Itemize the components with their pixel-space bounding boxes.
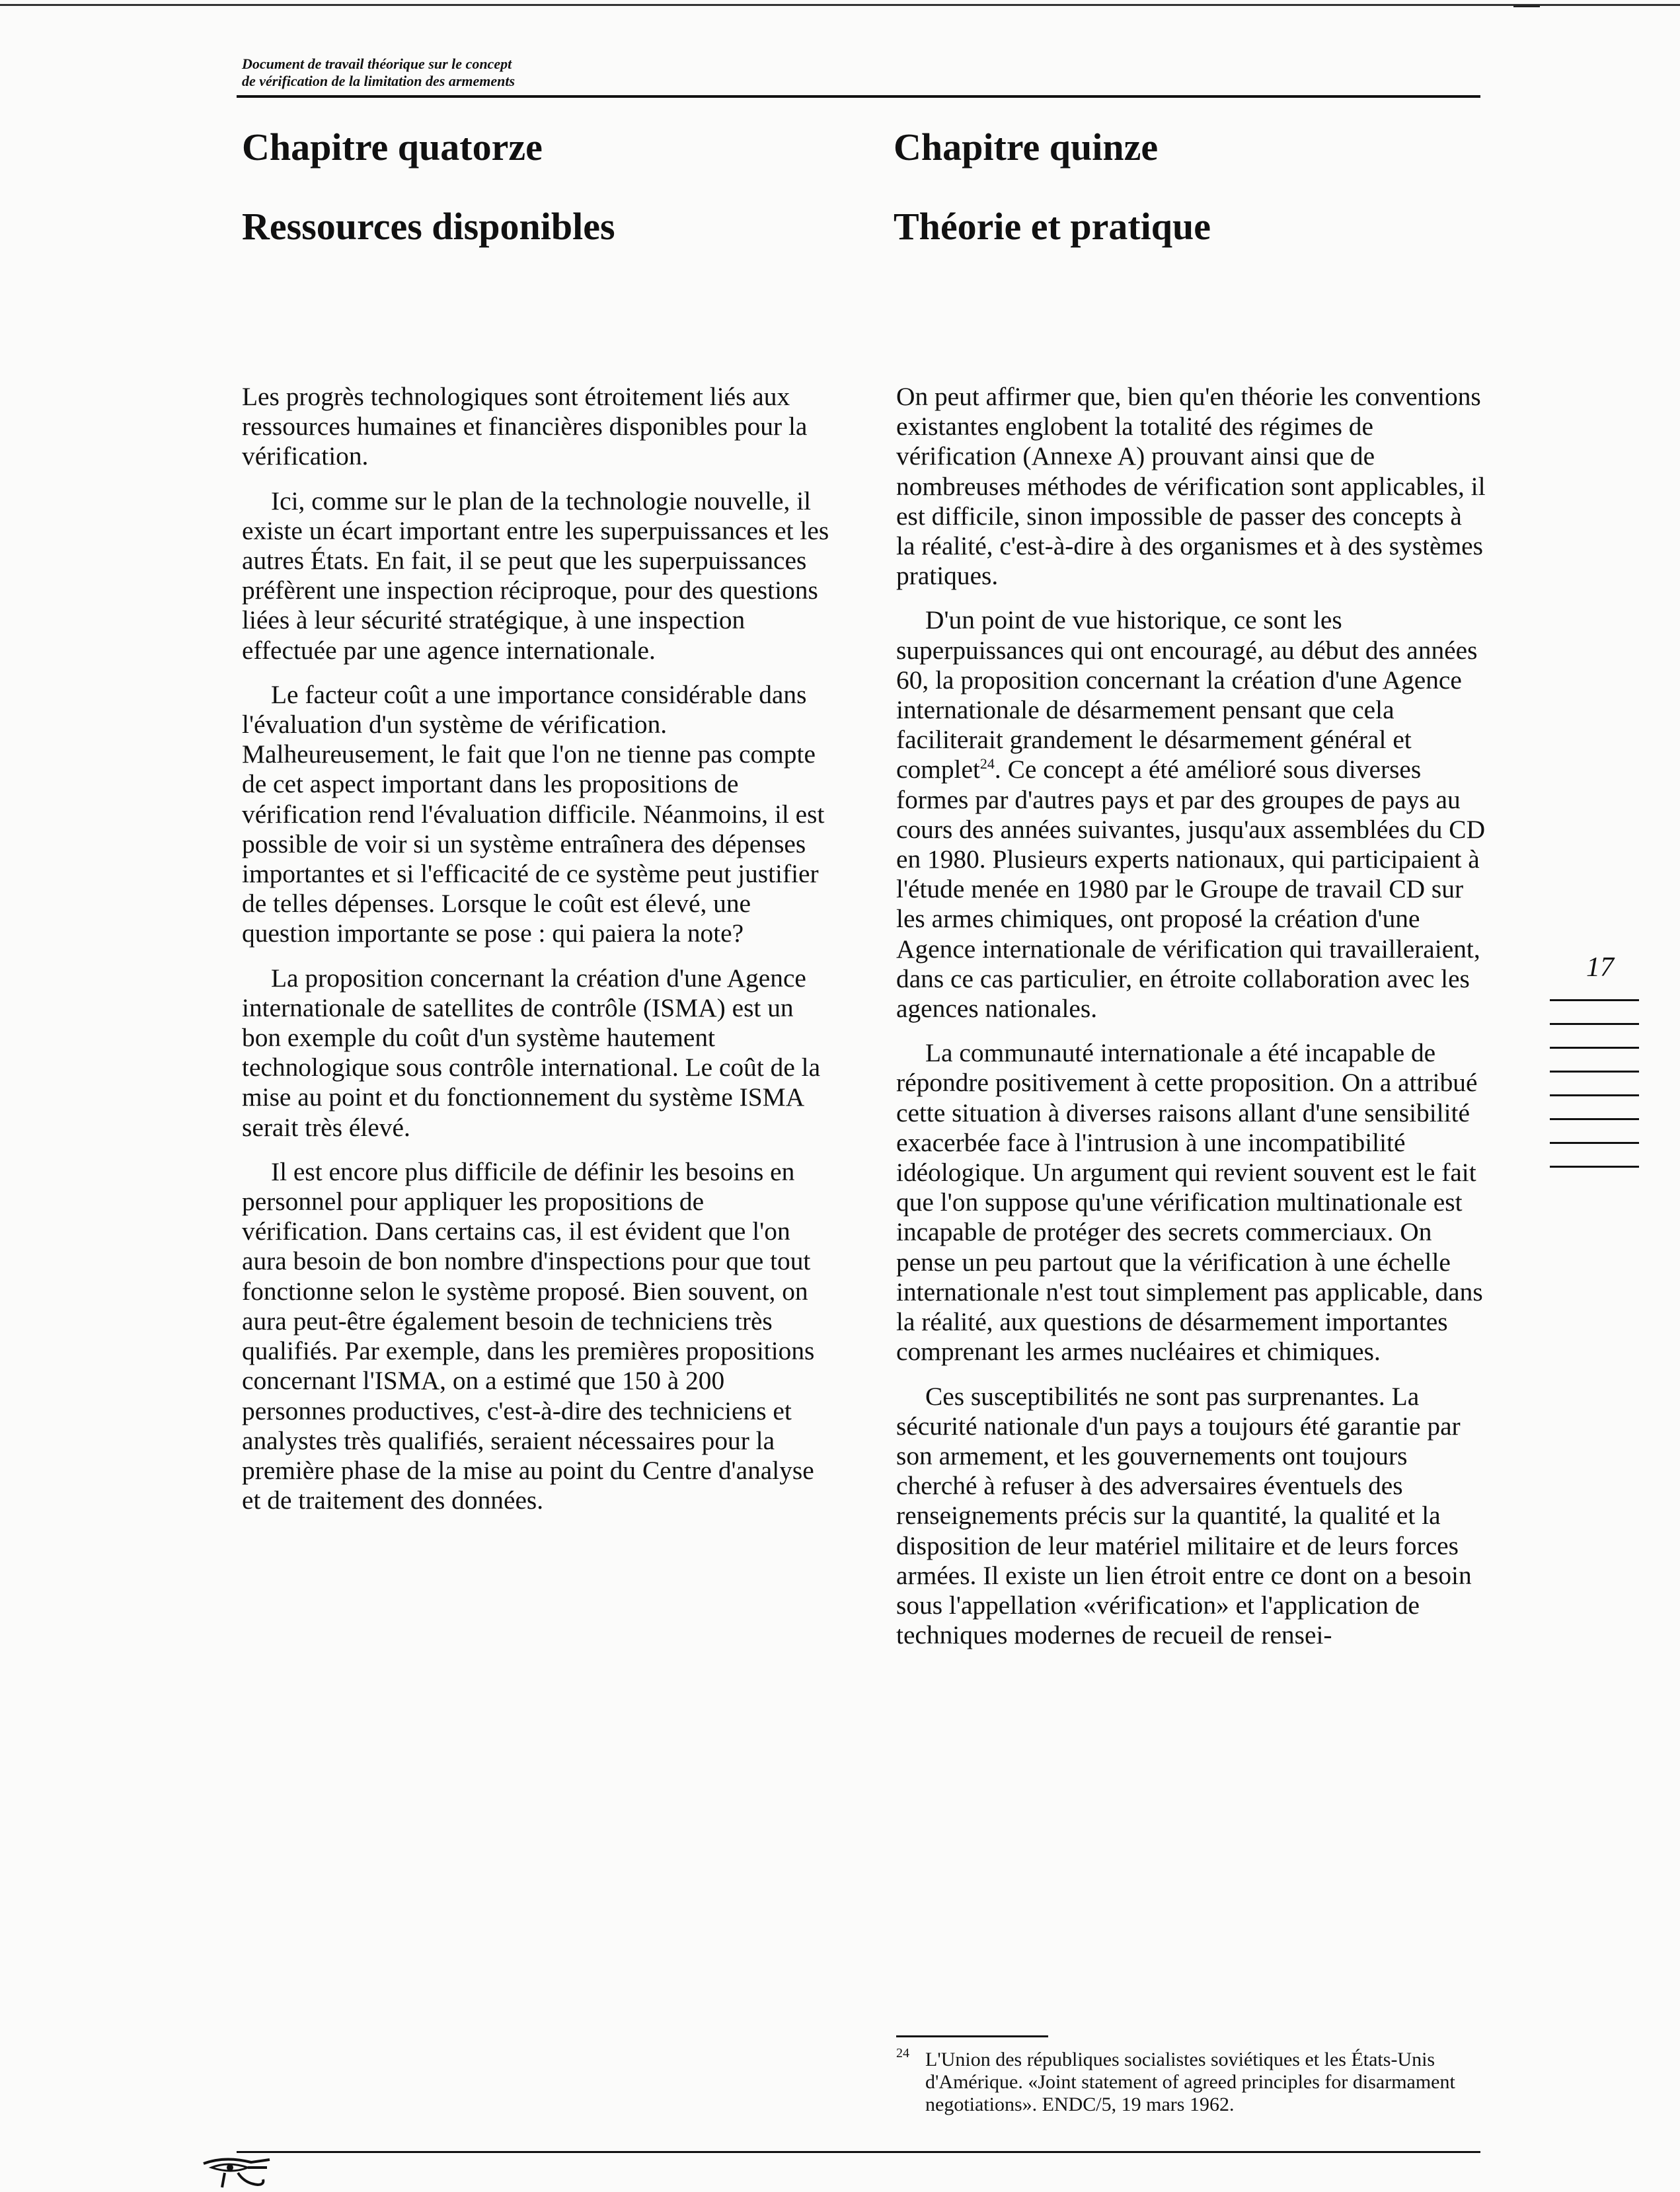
footnote-rule bbox=[896, 2035, 1048, 2037]
right-chapter-heading: Chapitre quinze bbox=[894, 126, 1159, 169]
top-edge-dash bbox=[1513, 5, 1540, 7]
left-chapter-title: Ressources disponibles bbox=[242, 205, 615, 248]
right-chapter-title: Théorie et pratique bbox=[894, 205, 1211, 248]
right-paragraph-1: On peut affirmer que, bien qu'en théorie les conventions existantes englobent la totalité des régimes de vérification (Annexe A) prouvant ainsi que de nombreuses méthodes de vérification sont applicables, il est difficile, sinon impossible de passer des concepts à la réalité, c'est-à-dire à des organismes et à des systèmes pratiques. bbox=[896, 382, 1486, 591]
right-paragraph-3: La communauté internationale a été incapable de répondre positivement à cette proposition. On a attribué cette situation à diverses raisons allant d'une sensibilité exacerbée face à l'intrusion à une incompatibilité idéologique. Un argument qui revient souvent est le fait que l'on suppose qu'une vérification multinationale est incapable de protéger des secrets commerciaux. On pense un peu partout que la vérification à une échelle internationale n'est tout simplement pas applicable, dans la réalité, aux questions de désarmement importantes comprenant les armes nucléaires et chimiques. bbox=[896, 1038, 1483, 1367]
eye-of-horus-logo-icon bbox=[198, 2154, 284, 2191]
left-paragraph-1: Les progrès technologiques sont étroitement liés aux ressources humaines et financières disponibles pour la vérification. bbox=[242, 382, 808, 471]
left-column-body bbox=[242, 382, 833, 1530]
running-head bbox=[242, 56, 705, 90]
page-number: 17 bbox=[1586, 952, 1614, 983]
footer-rule bbox=[237, 2151, 1480, 2153]
right-paragraph-2-part-b: . Ce concept a été amélioré sous diverses formes par d'autres pays et par des groupes de pays au cours des années suivantes, jusqu'aux assemblées du CD en 1980. Plusieurs experts nationaux, qui participaient à l'étude menée en 1980 par le Groupe de travail CD sur les armes chimiques, ont proposé la création d'une Agence internationale de vérification qui travailleraient, dans ce cas particulier, en étroite collaboration avec les agences nationales. bbox=[896, 755, 1486, 1024]
margin-tab-rule bbox=[1550, 1094, 1639, 1096]
margin-tab-rule bbox=[1550, 1142, 1639, 1144]
running-head-line1: Document de travail théorique sur le concept bbox=[242, 56, 512, 72]
header-rule bbox=[237, 95, 1480, 98]
right-paragraph-2 bbox=[896, 605, 1487, 1024]
left-paragraph-2: Ici, comme sur le plan de la technologie nouvelle, il existe un écart important entre les superpuissances et les autres États. En fait, il se peut que les superpuissances préfèrent une inspection réciproque, pour des questions liées à leur sécurité stratégique, à une inspection effectuée par une agence internationale. bbox=[242, 486, 829, 665]
running-head-line2: de vérification de la limitation des armements bbox=[242, 73, 515, 89]
left-paragraph-4: La proposition concernant la création d'une Agence internationale de satellites de contrôle (ISMA) est un bon exemple du coût d'un système hautement technologique sous contrôle international. Le coût de la mise au point et du fonctionnement du système ISMA serait très élevé. bbox=[242, 963, 821, 1142]
right-paragraph-4: Ces susceptibilités ne sont pas surprenantes. La sécurité nationale d'un pays a toujours été garantie par son armement, et les gouvernements ont toujours cherché à refuser à des adversaires éventuels des renseignements précis sur la quantité, la qualité et la disposition de leur matériel militaire et de leurs forces armées. Il existe un lien étroit entre ce dont on a besoin sous l'appellation «vérification» et l'application de techniques modernes de recueil de rensei- bbox=[896, 1381, 1472, 1650]
footnote-mark: 24 bbox=[896, 2046, 909, 2060]
left-paragraph-3: Le facteur coût a une importance considérable dans l'évaluation d'un système de vérification. Malheureusement, le fait que l'on ne tienne pas compte de cet aspect important dans les propositions de vérification rend l'évaluation difficile. Néanmoins, il est possible de voir si un système entraînera des dépenses importantes et si l'efficacité de ce système peut justifier de telles dépenses. Lorsque le coût est élevé, une question importante se pose : qui paiera la note? bbox=[242, 679, 825, 948]
margin-tab-rule bbox=[1550, 1166, 1639, 1168]
margin-tab-rule bbox=[1550, 999, 1639, 1001]
margin-tab-rule bbox=[1550, 1047, 1639, 1049]
margin-tab-rule bbox=[1550, 1118, 1639, 1120]
right-column-body bbox=[896, 382, 1487, 1665]
margin-tab-rule bbox=[1550, 1023, 1639, 1025]
footnote-reference: 24 bbox=[979, 755, 995, 773]
footnote-text: L'Union des républiques socialistes soviétiques et les États-Unis d'Amérique. «Joint statement of agreed principles for disarmament negotiations». ENDC/5, 19 mars 1962. bbox=[925, 2049, 1455, 2115]
left-chapter-heading: Chapitre quatorze bbox=[242, 126, 543, 169]
top-edge-rule bbox=[0, 4, 1680, 6]
left-paragraph-5: Il est encore plus difficile de définir les besoins en personnel pour appliquer les propositions de vérification. Dans certains cas, il est évident que l'on aura besoin de bon nombre d'inspections pour que tout fonctionne selon le système proposé. Bien souvent, on aura peut-être également besoin de techniciens très qualifiés. Par exemple, dans les premières propositions concernant l'ISMA, on a estimé que 150 à 200 personnes productives, c'est-à-dire des techniciens et analystes très qualifiés, seraient nécessaires pour la première phase de la mise au point du Centre d'analyse et de traitement des données. bbox=[242, 1156, 815, 1515]
margin-tab-rule bbox=[1550, 1071, 1639, 1073]
right-paragraph-2-part-a: D'un point de vue historique, ce sont les superpuissances qui ont encouragé, au début des années 60, la proposition concernant la création d'une Agence internationale de désarmement pensant que cela faciliterait grandement le désarmement général et complet bbox=[896, 605, 1478, 784]
